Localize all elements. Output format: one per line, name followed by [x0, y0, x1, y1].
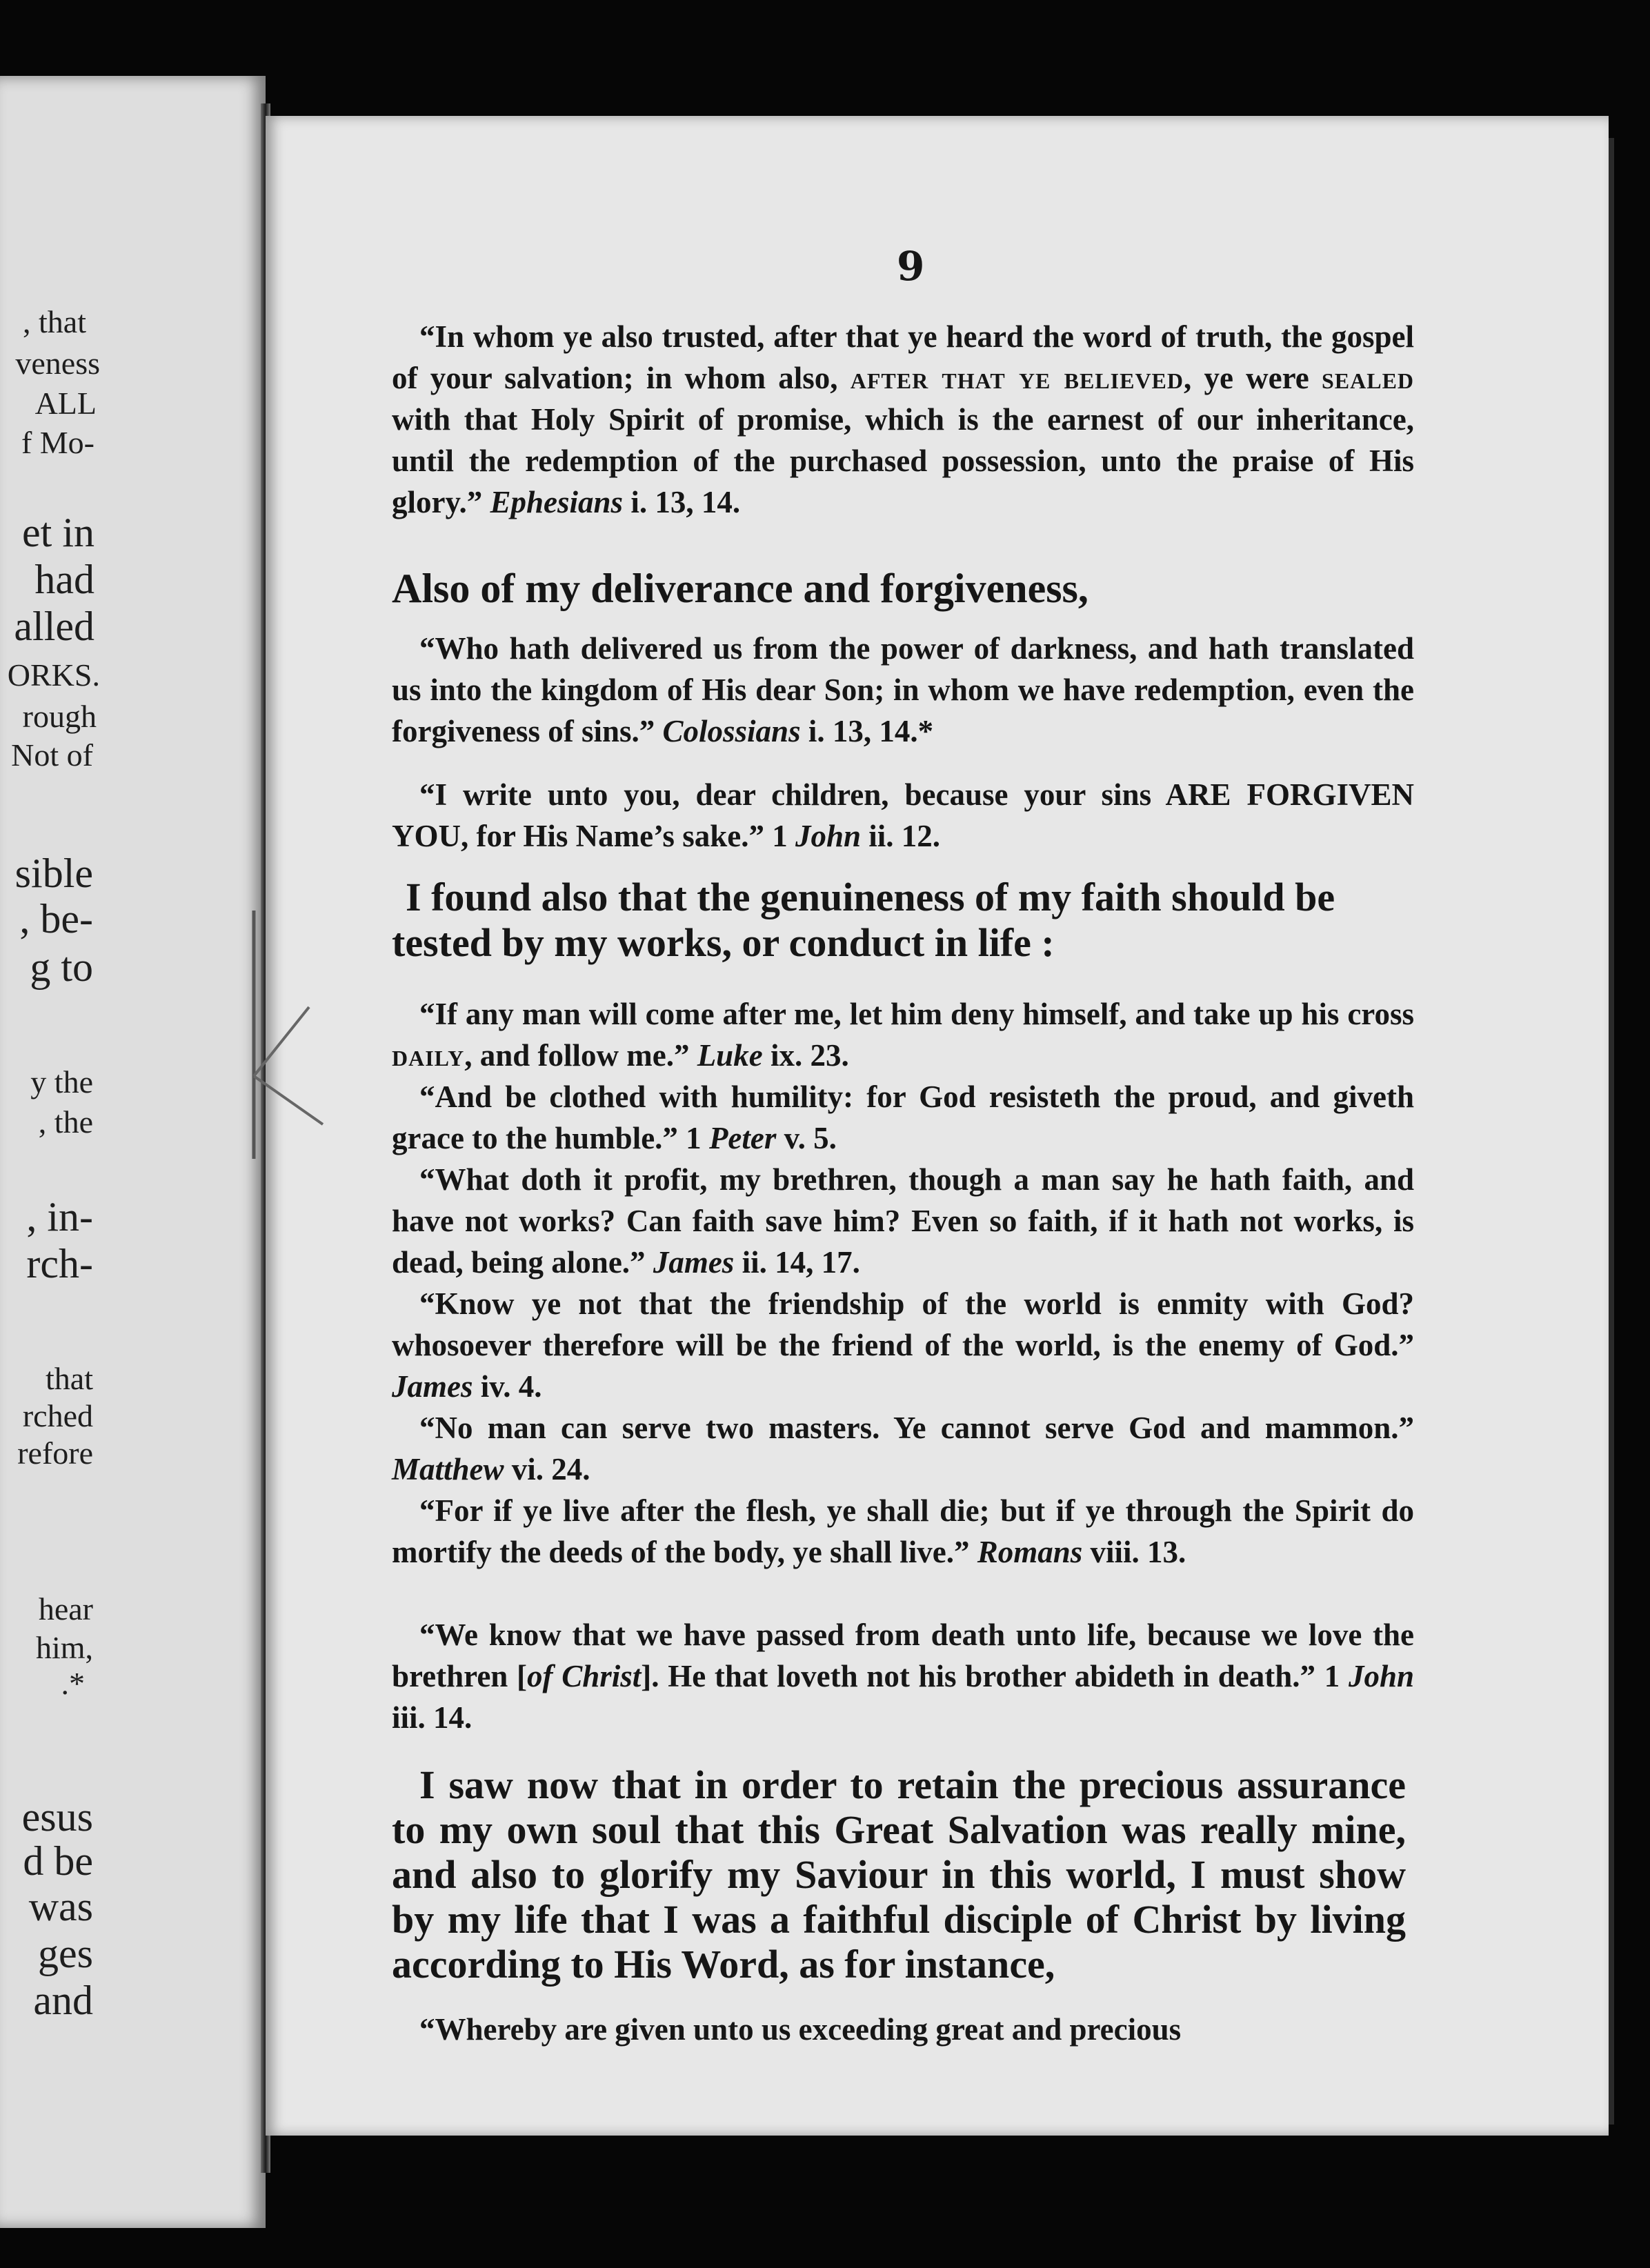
left-fragment: was [28, 1884, 93, 1929]
left-fragment: sible [14, 850, 93, 896]
james-works-citation-book: James [653, 1245, 735, 1280]
james-world-citation-book: James [392, 1369, 473, 1404]
left-page [0, 76, 266, 2228]
quote-james-works [392, 1159, 1414, 1283]
quote-matthew-text [392, 1407, 1414, 1490]
quote-ephesians-text [392, 316, 1414, 523]
left-fragment: , the [38, 1104, 93, 1140]
left-fragment: , that [23, 304, 86, 339]
page-number: 9 [897, 243, 925, 290]
left-fragment: d be [23, 1838, 93, 1884]
quote-matthew [392, 1407, 1414, 1490]
luke-emphasis-daily: daily [392, 1038, 465, 1073]
quote-james-world [392, 1283, 1414, 1407]
john-iii-bracket-text: of Christ [527, 1659, 642, 1693]
colossians-citation-book: Colossians [662, 714, 801, 748]
quote-last-line [392, 2009, 1414, 2050]
left-fragment: and [33, 1978, 93, 2023]
quote-ephesians [392, 316, 1414, 523]
colossians-text: “Who hath delivered us from the power of darkness, and hath translated us into the kingdom of His dear Son; in whom we have redemption, even the forgiveness of sins.” [392, 631, 1414, 748]
quote-first-john-iii-text [392, 1614, 1414, 1738]
ephesians-close: with that Holy Spirit of promise, which is the earnest of our inheritance, until the redemption of the purchased possession, unto the praise of His glory.” [392, 402, 1414, 519]
matthew-text: “No man can serve two masters. Ye cannot serve God and mammon.” [419, 1411, 1414, 1445]
luke-open: “If any man will come after me, let him deny himself, and take up his cross [419, 997, 1414, 1031]
first-john-text: “I write unto you, dear children, because your sins ARE FORGIVEN YOU, for His Name’s sake.” 1 [392, 777, 1414, 853]
left-fragment: alled [14, 604, 95, 649]
left-fragment: hear [38, 1591, 93, 1627]
quote-james-world-text [392, 1283, 1414, 1407]
luke-citation-book: Luke [697, 1038, 763, 1073]
left-fragment: veness [15, 346, 100, 381]
quote-luke [392, 993, 1414, 1076]
left-fragment: ALL [34, 386, 97, 421]
left-fragment: .* [61, 1666, 85, 1701]
quote-peter-text [392, 1076, 1414, 1159]
john-iii-open: “We know that we have passed from death unto life, because we love the brethren [ [392, 1618, 1414, 1693]
quote-romans-text [392, 1490, 1414, 1573]
ephesians-citation-ref: i. 13, 14. [630, 485, 741, 519]
paragraph-retain-assurance [392, 1762, 1406, 1987]
left-fragment: y the [30, 1064, 93, 1100]
left-fragment: rched [22, 1398, 93, 1433]
paragraph-retain-assurance-text: I saw now that in order to retain the precious assurance to my own soul that this Great Salvation was really mine, and also to glorify my Saviour in this world, I must show by my life that I was a faithful disciple of Christ by living according to His Word, as for instance, [392, 1762, 1406, 1987]
left-fragment: , be- [19, 896, 93, 942]
matthew-citation-ref: vi. 24. [511, 1452, 590, 1486]
left-fragment: et in [22, 510, 95, 555]
ephesians-emphasis-sealed: sealed [1321, 361, 1415, 395]
peter-text: “And be clothed with humility: for God resisteth the proud, and giveth grace to the humble.” 1 [392, 1080, 1414, 1155]
quote-colossians [392, 628, 1414, 752]
ephesians-mid: , ye were [1184, 361, 1309, 395]
quote-last-line-text: “Whereby are given unto us exceeding great and precious [419, 2012, 1182, 2047]
romans-citation-ref: viii. 13. [1090, 1535, 1186, 1569]
first-john-citation-ref: ii. 12. [868, 819, 941, 853]
left-fragment: g to [30, 944, 93, 990]
ephesians-emphasis-believed: after that ye believed [850, 361, 1184, 395]
quote-colossians-text [392, 628, 1414, 752]
james-works-text: “What doth it profit, my brethren, though a man say he hath faith, and have not works? Can faith save him? Even so faith, if it hath not works, is dead, being alone.” [392, 1162, 1414, 1280]
ephesians-citation-book: Ephesians [490, 485, 624, 519]
left-fragment: him, [35, 1630, 93, 1665]
matthew-citation-book: Matthew [392, 1452, 504, 1486]
left-fragment: Not of [11, 737, 93, 773]
left-fragment: rough [22, 699, 97, 734]
left-fragment: refore [17, 1435, 93, 1471]
left-fragment: ges [38, 1931, 93, 1976]
quote-first-john [392, 774, 1414, 857]
left-fragment: esus [21, 1794, 93, 1840]
left-fragment: that [46, 1361, 93, 1396]
quote-romans [392, 1490, 1414, 1573]
left-fragment: ORKS. [7, 657, 100, 693]
first-john-citation-book: John [795, 819, 862, 853]
james-world-citation-ref: iv. 4. [480, 1369, 542, 1404]
pencil-bracket-mark [247, 904, 330, 1166]
quote-first-john-iii [392, 1614, 1414, 1738]
quote-peter [392, 1076, 1414, 1159]
heading-deliverance: Also of my deliverance and forgiveness, [392, 566, 1089, 611]
peter-citation-book: Peter [708, 1121, 777, 1155]
quote-luke-text [392, 993, 1414, 1076]
james-works-citation-ref: ii. 14, 17. [742, 1245, 860, 1280]
john-iii-citation-ref: iii. 14. [392, 1700, 473, 1735]
john-iii-close: ]. He that loveth not his brother abideth in death.” 1 [641, 1659, 1340, 1693]
romans-citation-book: Romans [977, 1535, 1083, 1569]
quote-james-works-text [392, 1159, 1414, 1283]
left-fragment: , in- [26, 1194, 93, 1240]
peter-citation-ref: v. 5. [784, 1121, 837, 1155]
luke-citation-ref: ix. 23. [770, 1038, 849, 1073]
romans-text: “For if ye live after the flesh, ye shall die; but if ye through the Spirit do mortify the deeds of the body, ye shall live.” [392, 1493, 1414, 1569]
left-fragment: had [34, 557, 95, 602]
left-fragment: f Mo- [21, 425, 95, 460]
john-iii-citation-book: John [1348, 1659, 1414, 1693]
ephesians-open: “In whom ye also trusted, after that ye heard the word of truth, the gospel of your salvation; in whom also, [392, 319, 1414, 395]
left-fragment: rch- [26, 1241, 93, 1286]
heading-genuineness: I found also that the genuineness of my faith should be tested by my works, or conduct in life : [392, 875, 1335, 965]
page-edge [1609, 138, 1614, 2125]
colossians-citation-ref: i. 13, 14.* [808, 714, 934, 748]
quote-first-john-text [392, 774, 1414, 857]
james-world-text: “Know ye not that the friendship of the world is enmity with God? whosoever therefore will be the friend of the world, is the enemy of God.” [392, 1286, 1414, 1362]
luke-close: , and follow me.” [464, 1038, 690, 1073]
